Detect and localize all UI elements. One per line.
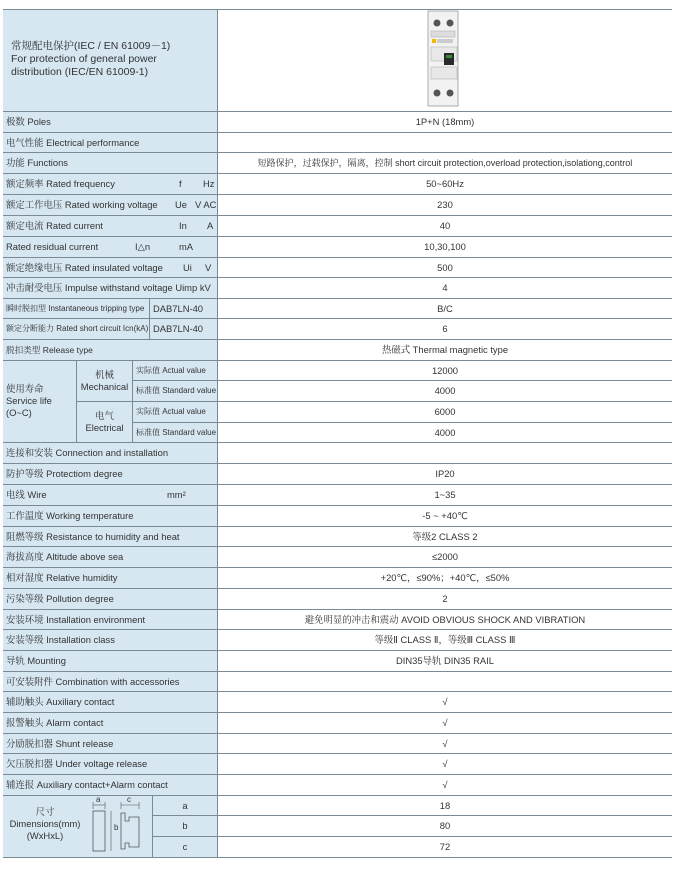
life-elec-line-2: Electrical: [85, 422, 124, 433]
row-aux-alarm-label: 辅连报 Auxiliary contact+Alarm contact: [3, 775, 217, 795]
dims-block: [3, 796, 152, 857]
row-tripping-value: B/C: [437, 303, 453, 314]
row-temp-label: 工作温度 Working temperature: [3, 506, 217, 526]
life-mech-line-2: Mechanical: [80, 381, 129, 392]
row-aux-alarm-value: √: [442, 779, 448, 790]
row-current-unit: A: [207, 220, 214, 231]
row-residual-label: [3, 237, 217, 257]
row-release-value: 热磁式 Thermal magnetic type: [381, 344, 509, 355]
row-voltage-text: 额定工作电压 Rated working voltage: [6, 199, 158, 210]
life-mechanical: [77, 361, 132, 401]
row-freq-sym: f: [179, 178, 182, 189]
dims-c-label: c: [153, 837, 217, 857]
row-residual-sym: I△n: [135, 241, 151, 252]
row-poles-value: 1P+N (18mm): [415, 116, 475, 127]
row-shortcircuit-value: 6: [442, 323, 448, 334]
row-accessories-label: 可安装附件 Combination with accessories: [3, 672, 217, 691]
life-label-line-1: 使用寿命: [6, 383, 44, 394]
life-elec-actual-label: 实际值 Actual value: [133, 402, 217, 422]
dims-diagram-label-b: b: [114, 823, 119, 832]
dims-b-label: b: [153, 816, 217, 836]
row-temp-value: -5 ~ +40℃: [422, 510, 468, 521]
row-wire-text: 电线 Wire: [6, 489, 47, 500]
dims-c-value: 72: [439, 841, 451, 852]
row-pollution-label: 污染等级 Pollution degree: [3, 589, 217, 609]
dims-a-label: a: [153, 796, 217, 815]
dims-label-line-3: (WxHxL): [26, 830, 64, 841]
row-tripping-model: DAB7LN-40: [150, 299, 217, 318]
row-current-text: 额定电流 Rated current: [6, 220, 103, 231]
life-elec-actual-value: 6000: [434, 406, 456, 417]
row-rel-humidity-label: 相对湿度 Relative humidity: [3, 568, 217, 588]
row-freq-value: 50~60Hz: [426, 178, 464, 189]
header-title-line-3: distribution (IEC/EN 61009-1): [11, 66, 149, 78]
life-elec-standard-value: 4000: [434, 427, 456, 438]
row-wire-value: 1~35: [434, 489, 456, 500]
row-wire-unit: mm²: [167, 489, 186, 500]
row-rel-humidity-value: +20℃，≤90%；+40℃，≤50%: [380, 572, 510, 583]
row-voltage-value: 230: [437, 199, 453, 210]
row-residual-text: Rated residual current: [6, 241, 99, 252]
life-electrical: [77, 402, 132, 442]
row-aux-label: 辅助触头 Auxiliary contact: [3, 692, 217, 712]
row-shunt-label: 分励脱扣器 Shunt release: [3, 734, 217, 753]
row-environment-label: 安装环境 Installation environment: [3, 610, 217, 629]
row-protection-value: IP20: [435, 468, 455, 479]
life-label: [3, 361, 76, 442]
row-install-class-label: 安装等级 Installation class: [3, 630, 217, 650]
row-altitude-label: 海拔高度 Altitude above sea: [3, 547, 217, 567]
life-elec-line-1: 电气: [95, 410, 114, 421]
life-label-line-3: (O~C): [6, 407, 32, 418]
row-alarm-value: √: [442, 717, 448, 728]
row-protection-label: 防护等级 Protectiom degree: [3, 464, 217, 484]
life-elec-standard-label: 标准值 Standard value: [133, 423, 217, 442]
row-electrical-label: 电气性能 Electrical performance: [3, 133, 217, 152]
life-mech-line-1: 机械: [95, 369, 114, 380]
dims-a-value: 18: [439, 800, 451, 811]
dims-diagram-label-c: c: [127, 796, 131, 804]
row-voltage-sym: Ue: [175, 199, 187, 210]
row-alarm-label: 报警触头 Alarm contact: [3, 713, 217, 733]
header-title-line-2: For protection of general power: [11, 53, 157, 65]
row-humidity-res-label: 阻燃等级 Resistance to humidity and heat: [3, 527, 217, 546]
row-under-value: √: [442, 758, 448, 769]
row-shortcircuit-label: 额定分断能力 Rated short circuit Icn(kA): [3, 319, 149, 339]
row-freq-text: 额定频率 Rated frequency: [6, 178, 115, 189]
row-current-value: 40: [439, 220, 451, 231]
breaker-product-image: [424, 9, 464, 109]
header-title-line-1: 常规配电保护(IEC / EN 61009－1): [11, 40, 171, 52]
row-voltage-unit: V AC: [195, 199, 217, 210]
row-impulse-value: 4: [442, 282, 448, 293]
row-residual-value: 10,30,100: [424, 241, 466, 252]
row-altitude-value: ≤2000: [431, 551, 458, 562]
dims-label-line-1: 尺寸: [35, 806, 55, 817]
life-mech-standard-value: 4000: [434, 385, 456, 396]
row-shunt-value: √: [442, 738, 448, 749]
row-current-label: [3, 216, 217, 236]
row-functions-label: 功能 Functions: [3, 153, 217, 173]
row-mounting-value: DIN35导轨 DIN35 RAIL: [396, 655, 494, 666]
row-pollution-value: 2: [442, 593, 448, 604]
row-humidity-res-value: 等级2 CLASS 2: [412, 531, 478, 542]
life-mech-actual-label: 实际值 Actual value: [133, 361, 217, 380]
row-freq-label: [3, 174, 217, 194]
row-functions-value: 短路保护，过载保护，隔离，控制 short circuit protection,overload protection,isolationg,control: [257, 158, 633, 168]
row-residual-unit: mA: [179, 241, 194, 252]
life-mech-standard-label: 标准值 Standard value: [133, 381, 217, 401]
row-insulated-label: [3, 258, 217, 277]
life-mech-actual-value: 12000: [431, 365, 459, 376]
row-voltage-label: [3, 195, 217, 215]
row-aux-value: √: [442, 696, 448, 707]
row-poles-label: 极数 Poles: [3, 112, 217, 132]
row-freq-unit: Hz: [203, 178, 215, 189]
row-under-label: 欠压脱扣器 Under voltage release: [3, 754, 217, 774]
row-environment-value: 避免明显的冲击和震动 AVOID OBVIOUS SHOCK AND VIBRATION: [304, 614, 586, 625]
row-connection-label: 连接和安装 Connection and installation: [3, 443, 217, 463]
header-title-cell: [3, 9, 217, 111]
dims-b-value: 80: [439, 820, 451, 831]
row-insulated-unit: V: [205, 262, 212, 273]
row-install-class-value: 等级Ⅱ CLASS Ⅱ，等级Ⅲ CLASS Ⅲ: [374, 634, 516, 645]
row-insulated-sym: Ui: [183, 262, 192, 273]
life-label-line-2: Service life: [6, 395, 52, 406]
row-current-sym: In: [179, 220, 187, 231]
row-insulated-value: 500: [437, 262, 453, 273]
dims-label: [5, 806, 85, 842]
row-impulse-label: 冲击耐受电压 Impulse withstand voltage Uimp kV: [3, 278, 217, 298]
row-insulated-text: 额定绝缘电压 Rated insulated voltage: [6, 262, 163, 273]
row-release-label: 脱扣类型 Release type: [3, 340, 217, 360]
dims-label-line-2: Dimensions(mm): [9, 818, 81, 829]
row-wire-label: [3, 485, 217, 505]
row-shortcircuit-model: DAB7LN-40: [150, 319, 217, 339]
dims-diagram-label-a: a: [96, 796, 101, 804]
row-tripping-label: 瞬时脱扣型 Instantaneous tripping type: [3, 299, 149, 318]
row-mounting-label: 导轨 Mounting: [3, 651, 217, 671]
